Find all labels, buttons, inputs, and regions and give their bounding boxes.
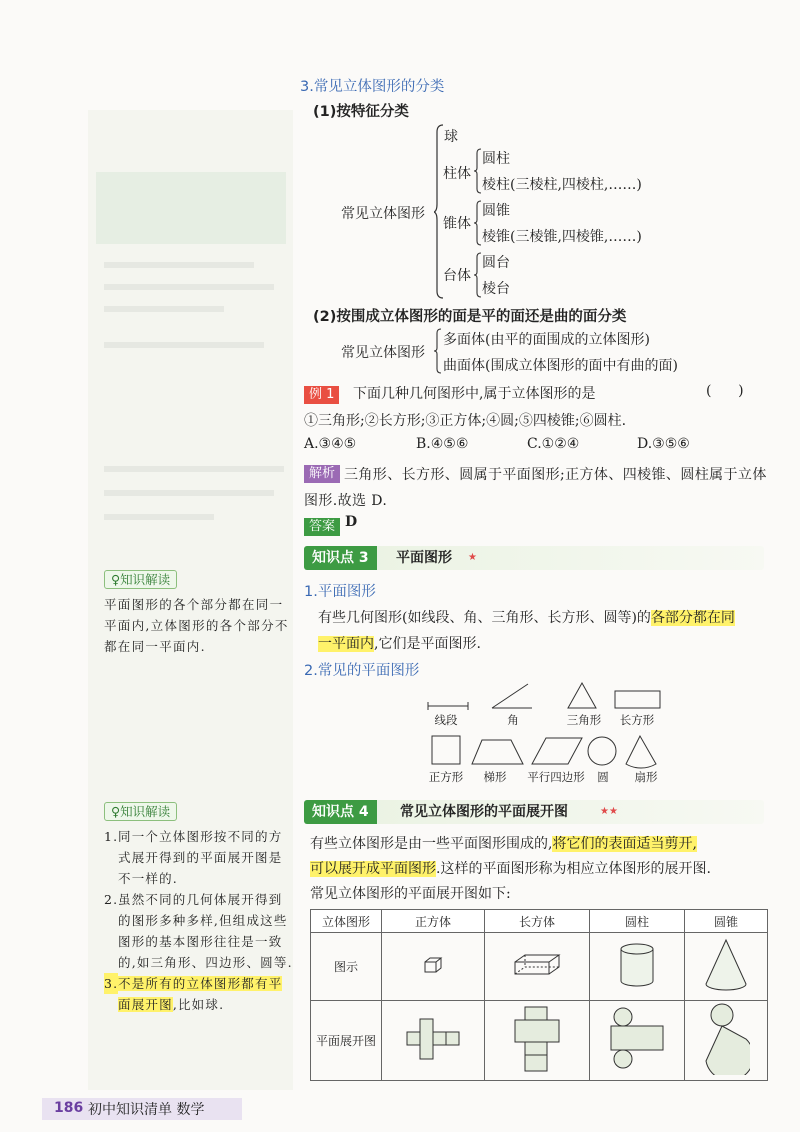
bulb-icon: ♀ [111, 804, 121, 819]
cube-icon [423, 956, 443, 974]
cylinder-icon [619, 942, 655, 988]
shape-label: 圆 [597, 770, 609, 784]
tip-tag: ♀知识解读 [104, 802, 177, 821]
cone-figure [685, 933, 768, 1001]
subheading-2: (2)按围成立体图形的面是平的面还是曲的面分类 [313, 309, 627, 325]
book-title: 初中知识清单 数学 [88, 1102, 205, 1118]
table-header: 圆柱 [590, 910, 685, 933]
brace-icon [474, 200, 482, 246]
answer-blank: ( ) [706, 383, 744, 399]
tree-root: 常见立体图形 [341, 206, 425, 222]
tree-leaf: 棱柱(三棱柱,四棱柱,……) [482, 177, 642, 193]
tip-list [104, 826, 294, 1015]
tip-1 [104, 569, 294, 657]
kp3-tag: 知识点 3 [304, 546, 377, 570]
ghost-line [104, 466, 284, 472]
cuboid-icon [513, 953, 561, 977]
bulb-icon: ♀ [111, 572, 121, 587]
table-row [311, 1001, 768, 1081]
ghost-line [104, 262, 254, 268]
nets-table [310, 909, 768, 1081]
kp4-paragraph: 有些立体图形是由一些平面图形围成的,将它们的表面适当剪开, 可以展开成平面图形.这样的平面图形称为相应立体图形的展开图. 常见立体图形的平面展开图如下: [310, 836, 711, 902]
brace-icon [434, 328, 442, 374]
cone-icon [704, 938, 748, 992]
circle-shape [588, 737, 616, 765]
shape-label: 三角形 [566, 713, 602, 727]
kp3-heading-2: 2.常见的平面图形 [304, 663, 420, 679]
option-c: C.①②④ [527, 436, 580, 452]
row-label: 图示 [311, 933, 382, 1001]
tip-text: 平面图形的各个部分都在同一平面内,立体图形的各个部分不都在同一平面内. [104, 597, 289, 654]
table-header: 圆锥 [685, 910, 768, 933]
segment-shape [428, 702, 468, 710]
shape-label: 平行四边形 [527, 770, 585, 784]
option-d: D.③⑤⑥ [637, 436, 690, 452]
kp3-paragraph: 有些几何图形(如线段、角、三角形、长方形、圆等)的各部分都在同 一平面内,它们是平面图形. [318, 610, 735, 652]
parallelogram-shape [532, 738, 582, 764]
tree-group-frustum: 台体 [443, 268, 471, 284]
table-header: 立体图形 [311, 910, 382, 933]
table-row [311, 933, 768, 1001]
answer-tag: 答案 [304, 515, 340, 536]
ghost-line [104, 284, 274, 290]
shape-label: 扇形 [634, 770, 658, 784]
tree-leaf: 圆台 [482, 255, 510, 271]
cuboid-figure [485, 933, 590, 1001]
shape-label: 正方形 [428, 770, 464, 784]
square-shape [432, 736, 460, 764]
shape-label: 梯形 [483, 770, 507, 784]
tree-leaf: 棱锥(三棱锥,四棱锥,……) [482, 229, 642, 245]
ghost-line [104, 342, 264, 348]
rectangle-shape [615, 691, 660, 708]
list-item: 2. 虽然不同的几何体展开得到的图形多种多样,但组成这些图形的基本图形往往是一致的,如三角形、四边形、圆等. [104, 892, 293, 970]
ghost-line [104, 490, 274, 496]
tree2-leaf: 多面体(由平的面围成的立体图形) [443, 332, 650, 348]
list-item: 3. 不是所有的立体图形都有平面展开图,比如球. [104, 973, 294, 1015]
cuboid-net-icon [513, 1005, 561, 1073]
table-header: 正方体 [382, 910, 485, 933]
kp4-tag: 知识点 4 [304, 800, 377, 824]
star-icon: ★★ [600, 806, 618, 817]
trapezoid-shape [472, 740, 523, 764]
analysis-text: 三角形、长方形、圆属于平面图形;正方体、四棱锥、圆柱属于立体图形.故选 D. [304, 467, 767, 509]
angle-shape [492, 684, 532, 708]
cone-net-icon [702, 1003, 750, 1075]
option-a: A.③④⑤ [304, 436, 357, 452]
triangle-shape [568, 683, 596, 708]
cube-figure [382, 933, 485, 1001]
subheading-1: (1)按特征分类 [313, 104, 409, 120]
star-icon: ★ [468, 552, 477, 563]
row-label: 平面展开图 [311, 1001, 382, 1081]
cone-net [685, 1001, 768, 1081]
option-b: B.④⑤⑥ [416, 436, 469, 452]
cylinder-net-icon [609, 1007, 665, 1071]
tree2-root: 常见立体图形 [341, 345, 425, 361]
tree2-leaf: 曲面体(围成立体图形的面中有曲的面) [443, 358, 678, 374]
cylinder-net [590, 1001, 685, 1081]
tip-tag: ♀知识解读 [104, 570, 177, 589]
answer-value: D [345, 514, 358, 530]
cylinder-figure [590, 933, 685, 1001]
tree-group-cone: 锥体 [443, 216, 471, 232]
shape-label: 角 [507, 713, 519, 727]
brace-icon [474, 148, 482, 194]
ghost-line [104, 306, 224, 312]
sector-shape [626, 736, 656, 768]
ghost-panel [96, 172, 286, 244]
page-number: 186 [54, 1100, 84, 1116]
shape-label: 线段 [434, 713, 458, 727]
brace-icon [474, 252, 482, 298]
cube-net-icon [405, 1017, 461, 1061]
section-heading: 3.常见立体图形的分类 [300, 79, 445, 95]
kp3-heading-1: 1.平面图形 [304, 584, 376, 600]
cuboid-net [485, 1001, 590, 1081]
tree-leaf: 圆锥 [482, 203, 510, 219]
table-header-row [311, 910, 768, 933]
tree-group-cylinder: 柱体 [443, 166, 471, 182]
tree-leaf: 棱台 [482, 281, 510, 297]
example-question: 下面几种几何图形中,属于立体图形的是 [353, 386, 596, 402]
example-items: ①三角形;②长方形;③正方体;④圆;⑤四棱锥;⑥圆柱. [304, 413, 627, 429]
tip-2 [104, 801, 294, 1015]
kp4-title: 常见立体图形的平面展开图 [400, 804, 568, 820]
analysis-tag: 解析 [304, 462, 340, 483]
tree-leaf-ball: 球 [444, 129, 458, 145]
example-tag: 例 1 [304, 383, 339, 404]
kp3-banner [304, 546, 764, 570]
kp4-banner [304, 800, 764, 824]
tree-leaf: 圆柱 [482, 151, 510, 167]
kp3-title: 平面图形 [396, 550, 452, 566]
list-item: 1. 同一个立体图形按不同的方式展开得到的平面展开图是不一样的. [104, 829, 283, 886]
shape-label: 长方形 [619, 713, 655, 727]
ghost-line [104, 514, 214, 520]
table-header: 长方体 [485, 910, 590, 933]
cube-net [382, 1001, 485, 1081]
